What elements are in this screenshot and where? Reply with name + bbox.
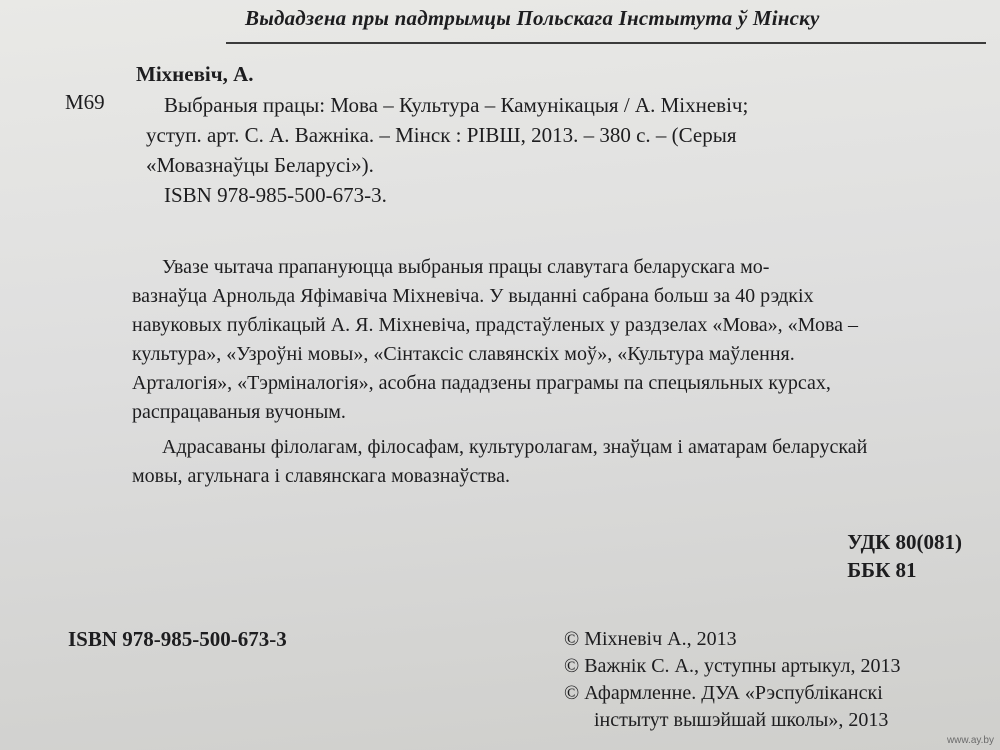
bbk-code: ББК 81: [847, 558, 917, 582]
annotation-line: вазнаўца Арнольда Яфімавіча Міхневіча. У выданні сабрана больш за 40 рэдкіх: [132, 285, 814, 307]
copyright-line: © Афармленне. ДУА «Рэспубліканскі: [564, 682, 883, 704]
catalog-description-line: уступ. арт. С. А. Важніка. – Мінск : РІВШ, 2013. – 380 с. – (Серыя: [146, 123, 737, 147]
catalog-description-line: Выбраныя працы: Мова – Культура – Камунікацыя / А. Міхневіч;: [164, 93, 749, 117]
annotation-line: навуковых публікацый А. Я. Міхневіча, прадстаўленых у раздзелах «Мова», «Мова –: [132, 314, 858, 336]
support-note: Выдадзена пры падтрымцы Польскага Інстытута ў Мінску: [245, 6, 820, 30]
copyright-block: [564, 626, 901, 734]
annotation-line: Увазе чытача прапануюцца выбраныя працы славутага беларускага мо-: [162, 256, 770, 278]
copyright-line: інстытут вышэйшай школы», 2013: [594, 709, 889, 731]
catalog-isbn: ISBN 978-985-500-673-3.: [164, 183, 387, 207]
annotation-line: распрацаваныя вучоным.: [132, 401, 346, 423]
catalog-author: Міхневіч, А.: [136, 62, 254, 86]
catalog-code: М69: [65, 90, 105, 114]
header-rule: [226, 42, 986, 44]
copyright-line: © Міхневіч А., 2013: [564, 628, 737, 650]
annotation-line: культура», «Узроўні мовы», «Сінтаксіс славянскіх моў», «Культура маўлення.: [132, 343, 795, 365]
annotation-paragraph-1: [132, 253, 974, 427]
annotation-line: Арталогія», «Тэрміналогія», асобна пададзены праграмы па спецыяльных курсах,: [132, 372, 831, 394]
annotation-line: Адрасаваны філолагам, філосафам, культуролагам, знаўцам і аматарам беларускай: [162, 436, 868, 458]
annotation-paragraph-2: [132, 433, 974, 491]
site-watermark: www.ay.by: [946, 735, 994, 746]
footer-isbn: ISBN 978-985-500-673-3: [68, 627, 287, 651]
copyright-line: © Важнік С. А., уступны артыкул, 2013: [564, 655, 901, 677]
annotation-line: мовы, агульнага і славянскага мовазнаўства.: [132, 465, 510, 487]
catalog-description: [146, 90, 974, 210]
classification-codes: [847, 528, 962, 584]
annotation: [132, 253, 974, 491]
catalog-description-line: «Мовазнаўцы Беларусі»).: [146, 153, 374, 177]
udc-code: УДК 80(081): [847, 530, 962, 554]
